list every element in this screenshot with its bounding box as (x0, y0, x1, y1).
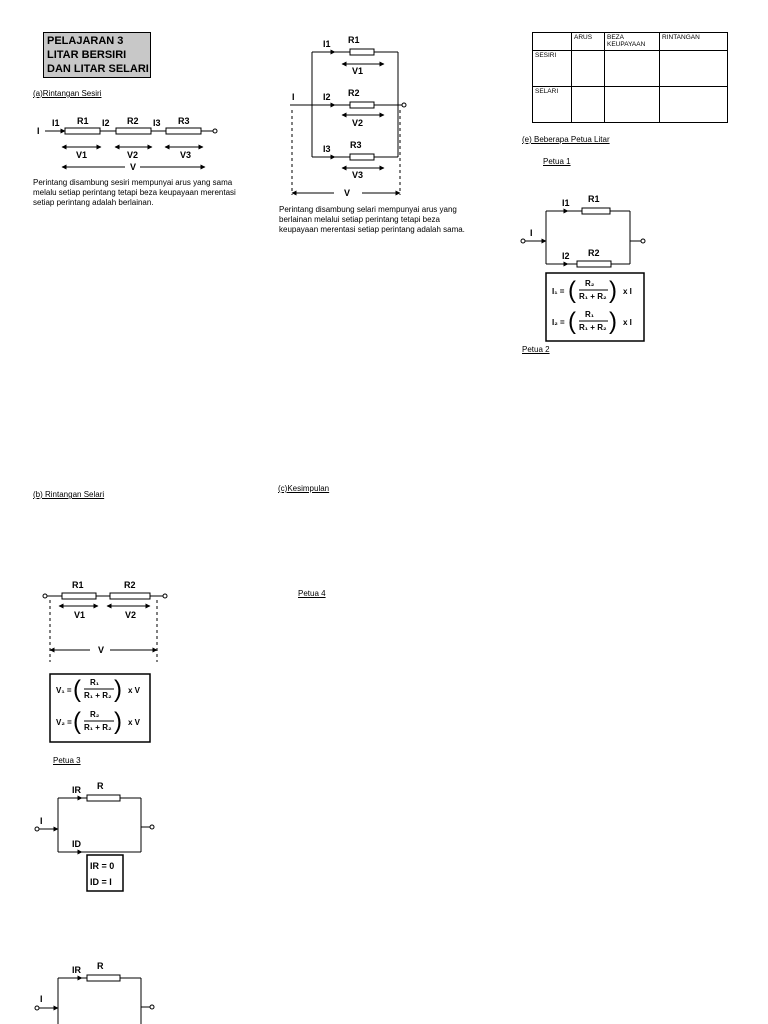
formula-times: x I (623, 287, 632, 296)
series-paragraph: Perintang disambung sesiri mempunyai arus yang sama melalu setiap perintang tetapi beza keupayaan merentasi setiap perintang adalah berlainan. (33, 178, 236, 207)
label-i1: I1 (323, 39, 331, 49)
label-r2: R2 (127, 116, 139, 126)
label-r1: R1 (72, 580, 84, 590)
rule-4-label: Petua 4 (298, 589, 326, 598)
formula-times: x V (128, 686, 141, 695)
svg-text:): ) (609, 308, 617, 335)
title-line-1: PELAJARAN 3 (47, 35, 124, 47)
label-v-total: V (130, 162, 137, 172)
label-r1: R1 (588, 194, 600, 204)
heading-conclusion: (c)Kesimpulan (278, 484, 330, 493)
label-current: I (530, 228, 533, 238)
label-r: R (97, 961, 104, 971)
formula-den: R₁ + R₂ (579, 323, 607, 332)
table-header-potential: BEZA KEUPAYAAN (605, 33, 660, 51)
label-i1: I1 (52, 118, 60, 128)
label-v2: V2 (125, 610, 137, 620)
title-line-3: DAN LITAR SELARI (47, 63, 149, 75)
label-ir: IR (72, 785, 81, 795)
formula-num: R₂ (585, 279, 595, 288)
parallel-paragraph: Perintang disambung selari mempunyai arus yang berlainan melalui setiap perintang tetapi beza keupayaan merentasi setiap perintang adalah sama. (279, 205, 465, 234)
label-r2: R2 (348, 88, 360, 98)
label-r1: R1 (77, 116, 89, 126)
label-v3: V3 (180, 150, 192, 160)
formula-i1-lhs: I₁ = (552, 287, 565, 296)
label-v3: V3 (352, 170, 364, 180)
formula-v1-lhs: V₁ = (56, 686, 72, 695)
label-ir-zero: IR = 0 (90, 861, 115, 871)
svg-text:): ) (114, 676, 122, 703)
label-current: I (40, 816, 43, 826)
rule-3-label: Petua 3 (53, 756, 81, 765)
label-current: I (292, 92, 295, 102)
label-v2: V2 (127, 150, 139, 160)
resistor-r3 (166, 128, 201, 134)
svg-text:): ) (609, 277, 617, 304)
rule-1-label: Petua 1 (543, 157, 571, 166)
label-v-total: V (98, 645, 105, 655)
label-r1: R1 (348, 35, 360, 45)
resistor-r2 (116, 128, 151, 134)
terminal (213, 129, 217, 133)
rule-2-label: Petua 2 (522, 345, 550, 354)
label-i2: I2 (102, 118, 110, 128)
svg-text:(: ( (568, 277, 576, 304)
formula-den: R₁ + R₂ (84, 691, 112, 700)
formula-num: R₂ (90, 710, 100, 719)
formula-num: R₁ (90, 678, 100, 687)
label-i3: I3 (323, 144, 331, 154)
svg-text:): ) (114, 708, 122, 735)
table-row-label-series: SESIRI (533, 51, 572, 87)
formula-den: R₁ + R₂ (84, 723, 112, 732)
svg-text:(: ( (568, 308, 576, 335)
label-r: R (97, 781, 104, 791)
svg-text:(: ( (73, 708, 81, 735)
resistor-r1 (65, 128, 100, 134)
rule-1-formula (552, 277, 632, 335)
title-line-2: LITAR BERSIRI (47, 49, 127, 61)
formula-times: x V (128, 718, 141, 727)
table-row-label-parallel: SELARI (533, 87, 572, 123)
label-i2: I2 (562, 251, 570, 261)
table-header-resistance: RINTANGAN (660, 33, 728, 51)
table-header-current: ARUS (572, 33, 605, 51)
formula-times: x I (623, 318, 632, 327)
label-v1: V1 (352, 66, 364, 76)
heading-rules: (e) Beberapa Petua Litar (522, 135, 610, 144)
label-r2: R2 (588, 248, 600, 258)
label-v1: V1 (76, 150, 88, 160)
formula-v2-lhs: V₂ = (56, 718, 72, 727)
label-current: I (40, 994, 43, 1004)
label-v-total: V (344, 188, 351, 198)
label-i1: I1 (562, 198, 570, 208)
label-r3: R3 (178, 116, 190, 126)
heading-parallel: (b) Rintangan Selari (33, 490, 105, 499)
label-ir: IR (72, 965, 81, 975)
parallel-three-branch-diagram (290, 49, 406, 195)
label-v1: V1 (74, 610, 86, 620)
label-id: ID (72, 839, 81, 849)
rule-2-formula (56, 676, 141, 735)
rule-4-circuit-diagram (35, 975, 154, 1024)
formula-i2-lhs: I₂ = (552, 318, 565, 327)
label-v2: V2 (352, 118, 364, 128)
label-i3: I3 (153, 118, 161, 128)
label-r2: R2 (124, 580, 136, 590)
label-id-equals-i: ID = I (90, 877, 112, 887)
label-r3: R3 (350, 140, 362, 150)
label-current: I (37, 126, 40, 136)
label-i2: I2 (323, 92, 331, 102)
svg-text:(: ( (73, 676, 81, 703)
heading-series: (a)Rintangan Sesiri (33, 89, 102, 98)
formula-den: R₁ + R₂ (579, 292, 607, 301)
formula-num: R₁ (585, 310, 595, 319)
